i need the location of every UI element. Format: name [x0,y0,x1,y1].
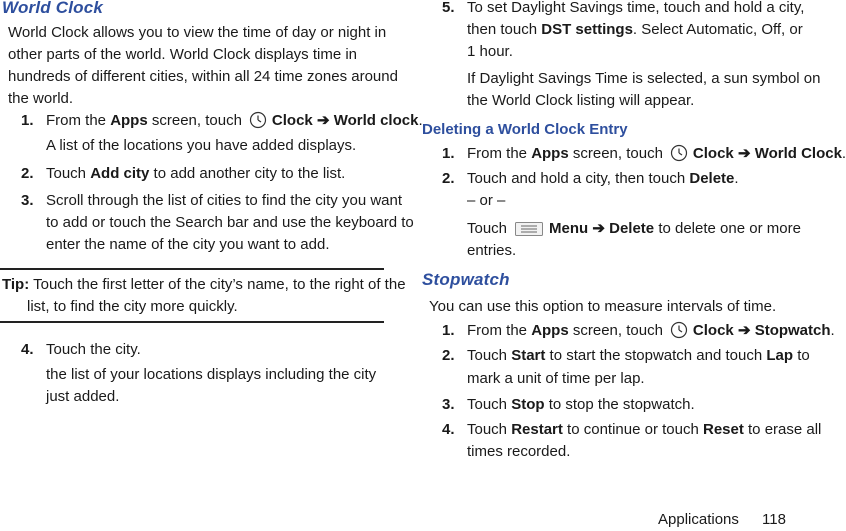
step-note: A list of the locations you have added displays. [46,137,357,154]
step-number: 3. [21,192,34,209]
delete-alt-text: Touch Menu ➔ Delete to delete one or more [467,220,801,237]
delete-step-2-text: Touch and hold a city, then touch Delete. [467,170,739,187]
step-number: 4. [442,421,455,438]
stopwatch-step-2-line2: mark a unit of time per lap. [467,370,645,387]
stopwatch-intro: You can use this option to measure intervals of time. [429,298,777,315]
menu-icon [515,222,543,236]
deleting-heading: Deleting a World Clock Entry [422,121,628,138]
step-number: 1. [442,145,455,162]
delete-alt-line2: entries. [467,242,517,259]
world-clock-heading: World Clock [2,0,104,17]
step-number: 2. [21,165,34,182]
or-separator: – or – [467,192,506,209]
clock-icon [248,111,268,129]
step-3-line: enter the name of the city you want to add. [46,236,330,253]
step-number: 4. [21,341,34,358]
step-note: the World Clock listing will appear. [467,92,695,109]
page-number: 118 [762,511,786,528]
tip-line: Tip: Touch the first letter of the city’s name, to the right of the [2,276,406,293]
step-number: 5. [442,0,455,16]
step-5-line: To set Daylight Savings time, touch and hold a city, [467,0,805,16]
step-3-line: to add or touch the Search bar and use the keyboard to [46,214,414,231]
step-number: 3. [442,396,455,413]
footer-section-name: Applications [658,511,739,528]
intro-line: World Clock allows you to view the time of day or night in [8,24,387,41]
clock-icon [669,144,689,162]
intro-line: the world. [8,90,74,107]
tip-line: list, to find the city more quickly. [27,298,238,315]
intro-line: other parts of the world. World Clock displays time in [8,46,358,63]
stopwatch-step-1-text: From the Apps screen, touch Clock ➔ Stopwatch. [467,322,835,339]
stopwatch-step-2-text: Touch Start to start the stopwatch and touch Lap to [467,347,810,364]
tip-bottom-rule [0,321,384,323]
step-note: just added. [46,388,120,405]
clock-icon [669,321,689,339]
step-5-line: 1 hour. [467,43,513,60]
step-note: the list of your locations displays including the city [46,366,377,383]
stopwatch-heading: Stopwatch [422,270,510,289]
step-4-text: Touch the city. [46,341,141,358]
step-number: 1. [21,112,34,129]
step-1-text: From the Apps screen, touch Clock ➔ World clock. [46,112,423,129]
stopwatch-step-4-line2: times recorded. [467,443,571,460]
stopwatch-step-4-text: Touch Restart to continue or touch Reset to erase all [467,421,822,438]
step-number: 2. [442,170,455,187]
intro-line: hundreds of different cities, within all 24 time zones around [8,68,398,85]
step-5-line: then touch DST settings. Select Automatic, Off, or [467,21,803,38]
tip-top-rule [0,268,384,270]
step-2-text: Touch Add city to add another city to the list. [46,165,346,182]
step-note: If Daylight Savings Time is selected, a sun symbol on [467,70,821,87]
stopwatch-step-3-text: Touch Stop to stop the stopwatch. [467,396,695,413]
step-number: 2. [442,347,455,364]
delete-step-1-text: From the Apps screen, touch Clock ➔ World Clock. [467,145,846,162]
step-3-line: Scroll through the list of cities to find the city you want [46,192,403,209]
step-number: 1. [442,322,455,339]
